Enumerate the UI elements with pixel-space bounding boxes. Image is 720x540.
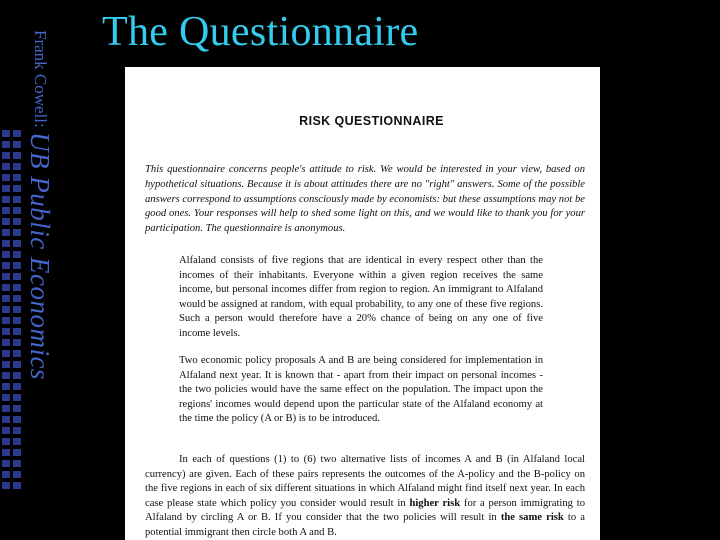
instructions-paragraph — [145, 453, 585, 540]
alfaland-paragraph: Alfaland consists of five regions that are identical in every respect other than the incomes of their inhabitants. Everyone within a given region receives the same income, but personal incomes differ from region to region. An immigrant to Alfaland would be assigned at random, with equal probability, to any one of these five regions. Such a person would therefore have a 20% chance of being on any one of five income levels. — [179, 255, 543, 339]
side-author: Frank Cowell: — [31, 30, 50, 132]
instructions-text-c: to a potential immigrant then circle both A and B. — [145, 512, 585, 538]
intro-paragraph: This questionnaire concerns people's attitude to risk. We would be interested in your view, based on hypothetical situations. Because it is about attitudes there are no "right" answers. Some of the possible answers correspond to assumptions consciously made by economists: but these assumptions may not be good ones. Your responses will help to shed some light on this, and we would like to thank you for your participation. The questionnaire is anonymous. — [145, 164, 585, 235]
side-square-column — [2, 130, 10, 490]
instructions-text-a: In each of questions (1) to (6) two alternative lists of incomes A and B (in Alfaland local currency) are given. Each of these pairs represents the outcomes of the A-policy and the B-policy on the five regions in each of six different situations in which Alfaland might find itself next year. In each case please state which policy you consider would result in — [145, 454, 585, 509]
side-decoration — [2, 130, 24, 530]
instructions-bold-higher-risk: higher risk — [409, 497, 461, 509]
slide-title: The Questionnaire — [102, 9, 419, 55]
questionnaire-document — [125, 67, 600, 540]
policy-paragraph: Two economic policy proposals A and B are being considered for implementation in Alfaland next year. It is known that - apart from their impact on personal incomes - the two policies would have the same effect on the population. The impact upon the regions' incomes would depend upon the particular state of the Alfaland economy at the time the policy (A or B) is to be introduced. — [179, 355, 543, 425]
side-square-column — [13, 130, 21, 490]
instructions-bold-same-risk: the same risk — [500, 512, 564, 524]
side-course: UB Public Economics — [25, 132, 55, 380]
side-caption — [24, 30, 55, 380]
instructions-text-b: for a person immigrating to Alfaland by circling A or B. If you consider that the two policies will result in — [145, 497, 585, 524]
document-heading: RISK QUESTIONNAIRE — [299, 114, 444, 128]
side-banner — [0, 0, 80, 540]
